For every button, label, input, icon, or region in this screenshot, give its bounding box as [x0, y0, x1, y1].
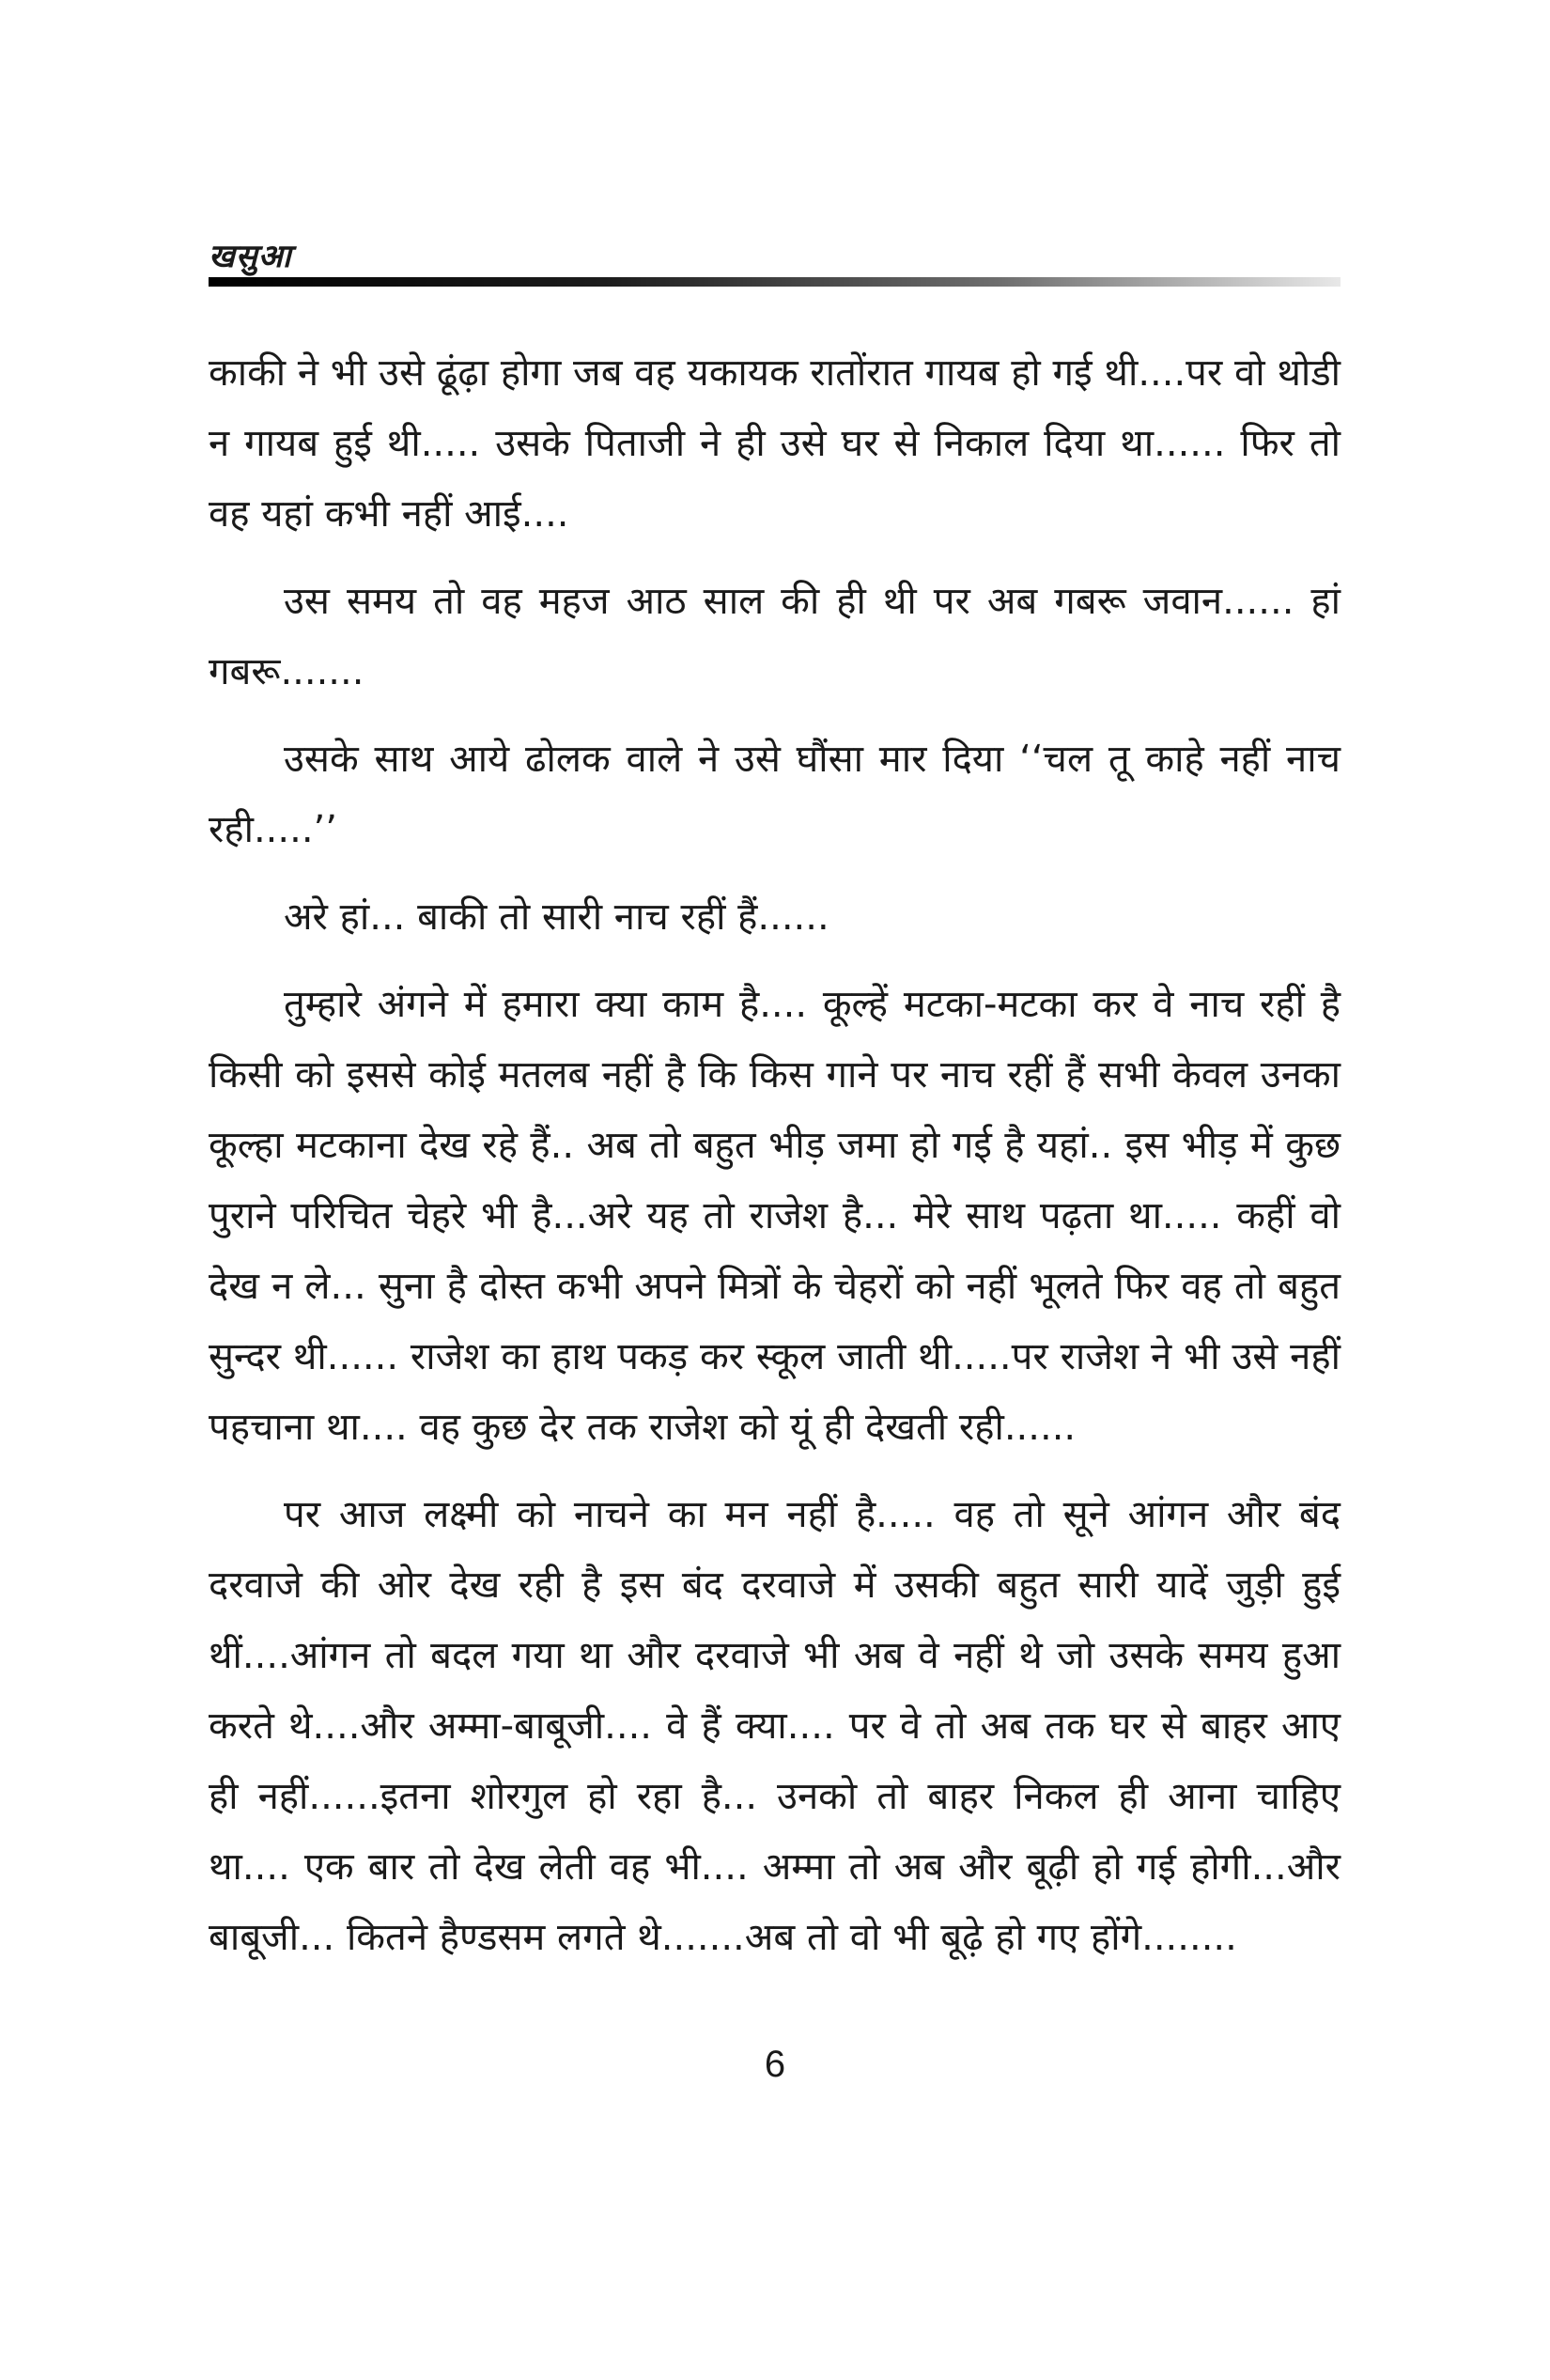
- paragraph: उस समय तो वह महज आठ साल की ही थी पर अब गबरू जवान...... हां गबरू.......: [209, 580, 1341, 693]
- page-number: 6: [764, 2044, 786, 2085]
- paragraph: पर आज लक्ष्मी को नाचने का मन नहीं है..... वह तो सूने आंगन और बंद दरवाजे की ओर देख रही है इस बंद दरवाजे में उसकी बहुत सारी यादें जुड़ी हुई थीं....आंगन तो बदल गया था और दरवाजे भी अब वे नहीं थे जो उसके समय हुआ करते थे....और अम्मा-बाबूजी.... वे हैं क्या.... पर वे तो अब तक घर से बाहर आए ही नहीं......इतना शोरगुल हो रहा है... उनको तो बाहर निकल ही आना चाहिए था.... एक बार तो देख लेती वह भी.... अम्मा तो अब और बूढ़ी हो गई होगी...और बाबूजी... कितने हैण्डसम लगते थे.......अब तो वो भी बूढ़े हो गए होंगे........: [209, 1493, 1341, 1959]
- body-text: [209, 338, 1341, 1990]
- paragraph: उसके साथ आये ढोलक वाले ने उसे घौंसा मार दिया ‘‘चल तू काहे नहीं नाच रही.....’’: [209, 738, 1341, 851]
- running-title: खसुआ: [209, 238, 292, 275]
- paragraph: काकी ने भी उसे ढूंढ़ा होगा जब वह यकायक रातोंरात गायब हो गई थी....पर वो थोडी न गायब हुई थी..... उसके पिताजी ने ही उसे घर से निकाल दिया था...... फिर तो वह यहां कभी नहीं आई....: [209, 351, 1341, 536]
- paragraph: अरे हां... बाकी तो सारी नाच रहीं हैं......: [284, 895, 829, 939]
- paragraph: तुम्हारे अंगने में हमारा क्या काम है.... कूल्हें मटका-मटका कर वे नाच रहीं है किसी को इससे कोई मतलब नहीं है कि किस गाने पर नाच रहीं हैं सभी केवल उनका कूल्हा मटकाना देख रहे हैं.. अब तो बहुत भीड़ जमा हो गई है यहां.. इस भीड़ में कुछ पुराने परिचित चेहरे भी है...अरे यह तो राजेश है... मेरे साथ पढ़ता था..... कहीं वो देख न ले... सुना है दोस्त कभी अपने मित्रों के चेहरों को नहीं भूलते फिर वह तो बहुत सुन्दर थी...... राजेश का हाथ पकड़ कर स्कूल जाती थी.....पर राजेश ने भी उसे नहीं पहचाना था.... वह कुछ देर तक राजेश को यूं ही देखती रही......: [209, 983, 1341, 1449]
- header-rule: [209, 277, 1341, 287]
